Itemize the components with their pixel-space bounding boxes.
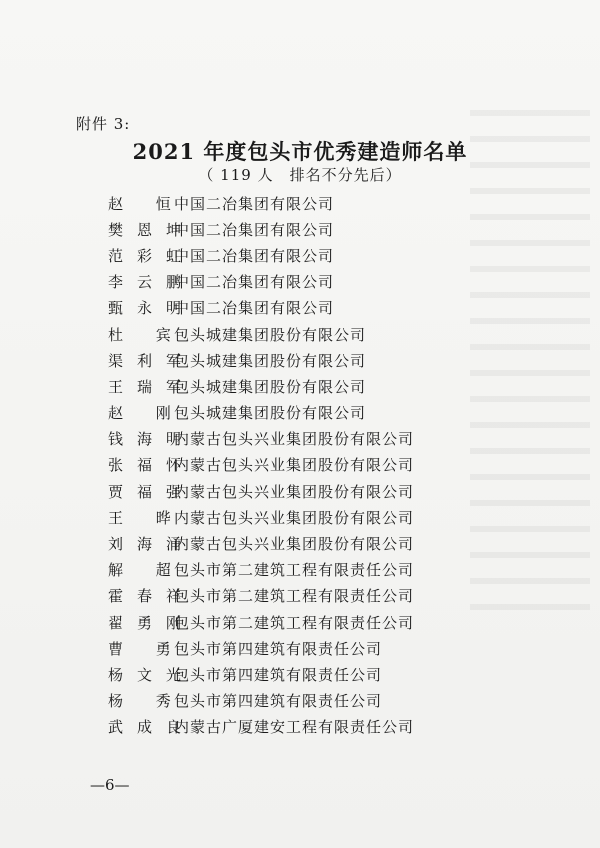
honoree-name: 赵 恒 xyxy=(108,194,185,213)
honoree-company: 包头城建集团股份有限公司 xyxy=(174,377,367,396)
honoree-name: 李云鹏 xyxy=(108,273,196,292)
honoree-company: 内蒙古包头兴业集团股份有限公司 xyxy=(174,535,415,554)
list-item xyxy=(108,216,508,242)
honoree-company: 包头城建集团股份有限公司 xyxy=(174,404,367,423)
honoree-company: 中国二冶集团有限公司 xyxy=(174,246,335,265)
list-item xyxy=(108,295,508,321)
honoree-name: 王 晔 xyxy=(108,508,185,527)
honoree-company: 内蒙古包头兴业集团股份有限公司 xyxy=(174,430,415,449)
document-title: 2021 年度包头市优秀建造师名单 xyxy=(132,139,468,164)
honoree-company: 包头城建集团股份有限公司 xyxy=(174,325,367,344)
honoree-company: 包头市第四建筑有限责任公司 xyxy=(174,665,383,684)
honoree-company: 包头市第二建筑工程有限责任公司 xyxy=(174,561,415,580)
list-item xyxy=(108,269,508,295)
attachment-label: 附件 3: xyxy=(76,115,131,133)
list-item xyxy=(108,557,508,583)
honoree-company: 中国二冶集团有限公司 xyxy=(174,273,335,292)
honoree-company: 包头城建集团股份有限公司 xyxy=(174,351,367,370)
honoree-company: 包头市第二建筑工程有限责任公司 xyxy=(174,587,415,606)
honoree-name: 王瑞军 xyxy=(108,377,196,396)
list-item xyxy=(108,242,508,268)
document-subtitle: （ 119 人 排名不分先后） xyxy=(198,166,402,184)
honoree-name: 赵 刚 xyxy=(108,404,185,423)
honoree-name: 解 超 xyxy=(108,561,185,580)
honoree-name: 刘海涌 xyxy=(108,535,196,554)
honoree-company: 内蒙古包头兴业集团股份有限公司 xyxy=(174,456,415,475)
list-item xyxy=(108,478,508,504)
honoree-name: 曹 勇 xyxy=(108,639,185,658)
honoree-company: 内蒙古包头兴业集团股份有限公司 xyxy=(174,482,415,501)
honoree-company: 中国二冶集团有限公司 xyxy=(174,194,335,213)
honoree-company: 内蒙古广厦建安工程有限责任公司 xyxy=(174,718,415,737)
honoree-name: 贾福强 xyxy=(108,482,196,501)
list-item xyxy=(108,661,508,687)
list-item xyxy=(108,321,508,347)
honoree-name: 翟勇刚 xyxy=(108,613,196,632)
honoree-company: 包头市第四建筑有限责任公司 xyxy=(174,639,383,658)
list-item xyxy=(108,347,508,373)
list-item xyxy=(108,452,508,478)
list-item xyxy=(108,190,508,216)
honoree-name: 甄永明 xyxy=(108,299,196,318)
honoree-name: 武成良 xyxy=(108,718,196,737)
honoree-list xyxy=(108,190,508,740)
list-item xyxy=(108,426,508,452)
list-item xyxy=(108,609,508,635)
honoree-company: 包头市第二建筑工程有限责任公司 xyxy=(174,613,415,632)
page-number: —6— xyxy=(90,776,130,794)
list-item xyxy=(108,530,508,556)
list-item xyxy=(108,714,508,740)
honoree-company: 包头市第四建筑有限责任公司 xyxy=(174,692,383,711)
honoree-name: 樊恩坤 xyxy=(108,220,196,239)
list-item xyxy=(108,688,508,714)
honoree-company: 中国二冶集团有限公司 xyxy=(174,299,335,318)
honoree-name: 杜 宾 xyxy=(108,325,185,344)
honoree-company: 内蒙古包头兴业集团股份有限公司 xyxy=(174,508,415,527)
honoree-name: 张福怀 xyxy=(108,456,196,475)
honoree-company: 中国二冶集团有限公司 xyxy=(174,220,335,239)
honoree-name: 渠利军 xyxy=(108,351,196,370)
honoree-name: 范彩虹 xyxy=(108,246,196,265)
honoree-name: 杨 秀 xyxy=(108,692,185,711)
list-item xyxy=(108,635,508,661)
honoree-name: 杨文光 xyxy=(108,665,196,684)
honoree-name: 霍春祥 xyxy=(108,587,196,606)
list-item xyxy=(108,400,508,426)
honoree-name: 钱海明 xyxy=(108,430,196,449)
list-item xyxy=(108,504,508,530)
list-item xyxy=(108,373,508,399)
list-item xyxy=(108,583,508,609)
